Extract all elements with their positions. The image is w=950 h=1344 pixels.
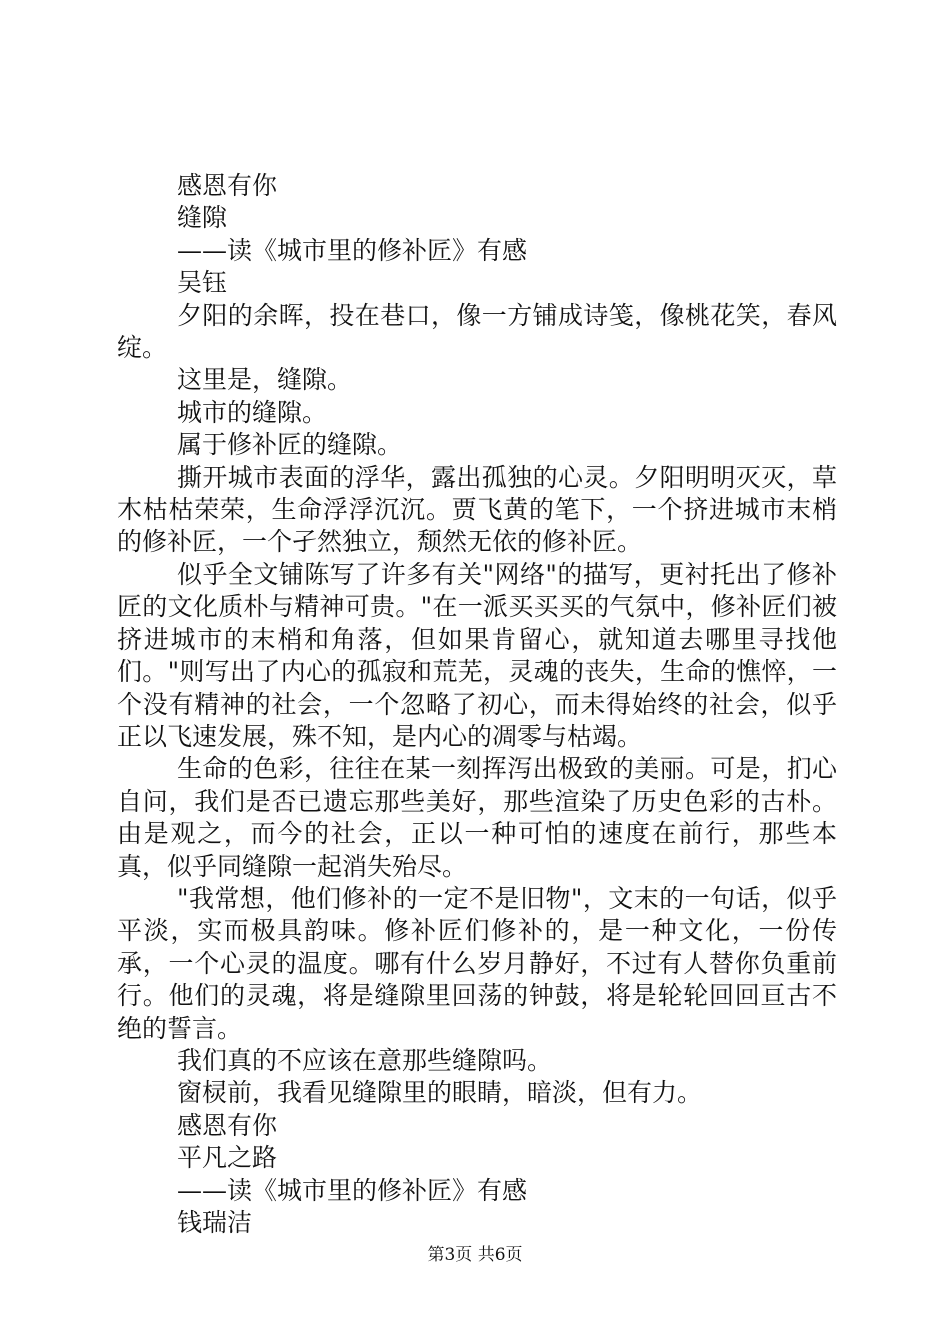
body-paragraph: 生命的色彩，往往在某一刻挥泻出极致的美丽。可是，扪心自问，我们是否已遗忘那些美好，那些渲染了历史色彩的古朴。由是观之，而今的社会，正以一种可怕的速度在前行，那些本真，似乎同缝隙一起消失殆尽。 <box>117 754 837 881</box>
document-body <box>117 170 837 1239</box>
essay-title: 缝隙 <box>177 203 228 233</box>
page-number-footer: 第3页 共6页 <box>427 1245 523 1265</box>
essay-subtitle: ——读《城市里的修补匠》有感 <box>177 1175 528 1205</box>
body-paragraph: 窗棂前，我看见缝隙里的眼睛，暗淡，但有力。 <box>177 1078 703 1108</box>
body-paragraph: 撕开城市表面的浮华，露出孤独的心灵。夕阳明明灭灭，草木枯枯荣荣，生命浮浮沉沉。贾飞黄的笔下，一个挤进城市末梢的修补匠，一个孑然独立，颓然无依的修补匠。 <box>117 462 837 557</box>
essay-author: 钱瑞洁 <box>177 1208 253 1237</box>
body-paragraph: 这里是，缝隙。 <box>177 365 353 395</box>
body-paragraph: 夕阳的余晖，投在巷口，像一方铺成诗笺，像桃花笑，春风绽。 <box>117 300 837 363</box>
essay-title: 平凡之路 <box>177 1143 278 1173</box>
body-paragraph: "我常想，他们修补的一定不是旧物"，文末的一句话，似乎平淡，实而极具韵味。修补匠们修补的，是一种文化，一份传承，一个心灵的温度。哪有什么岁月静好，不过有人替你负重前行。他们的灵魂，将是缝隙里回荡的钟鼓，将是轮轮回回亘古不绝的誓言。 <box>117 883 837 1043</box>
body-paragraph: 似乎全文铺陈写了许多有关"网络"的描写，更衬托出了修补匠的文化质朴与精神可贵。"在一派买买买的气氛中，修补匠们被挤进城市的末梢和角落，但如果肯留心，就知道去哪里寻找他们。"则写出了内心的孤寂和荒芜，灵魂的丧失，生命的憔悴，一个没有精神的社会，一个忽略了初心，而未得始终的社会，似乎正以飞速发展，殊不知，是内心的凋零与枯竭。 <box>117 559 837 751</box>
section-heading: 感恩有你 <box>177 171 278 200</box>
section-heading: 感恩有你 <box>177 1110 278 1140</box>
body-paragraph: 属于修补匠的缝隙。 <box>177 430 403 460</box>
body-paragraph: 城市的缝隙。 <box>177 397 328 427</box>
essay-subtitle: ——读《城市里的修补匠》有感 <box>177 235 528 265</box>
essay-author: 吴钰 <box>177 268 228 298</box>
body-paragraph: 我们真的不应该在意那些缝隙吗。 <box>177 1045 553 1075</box>
